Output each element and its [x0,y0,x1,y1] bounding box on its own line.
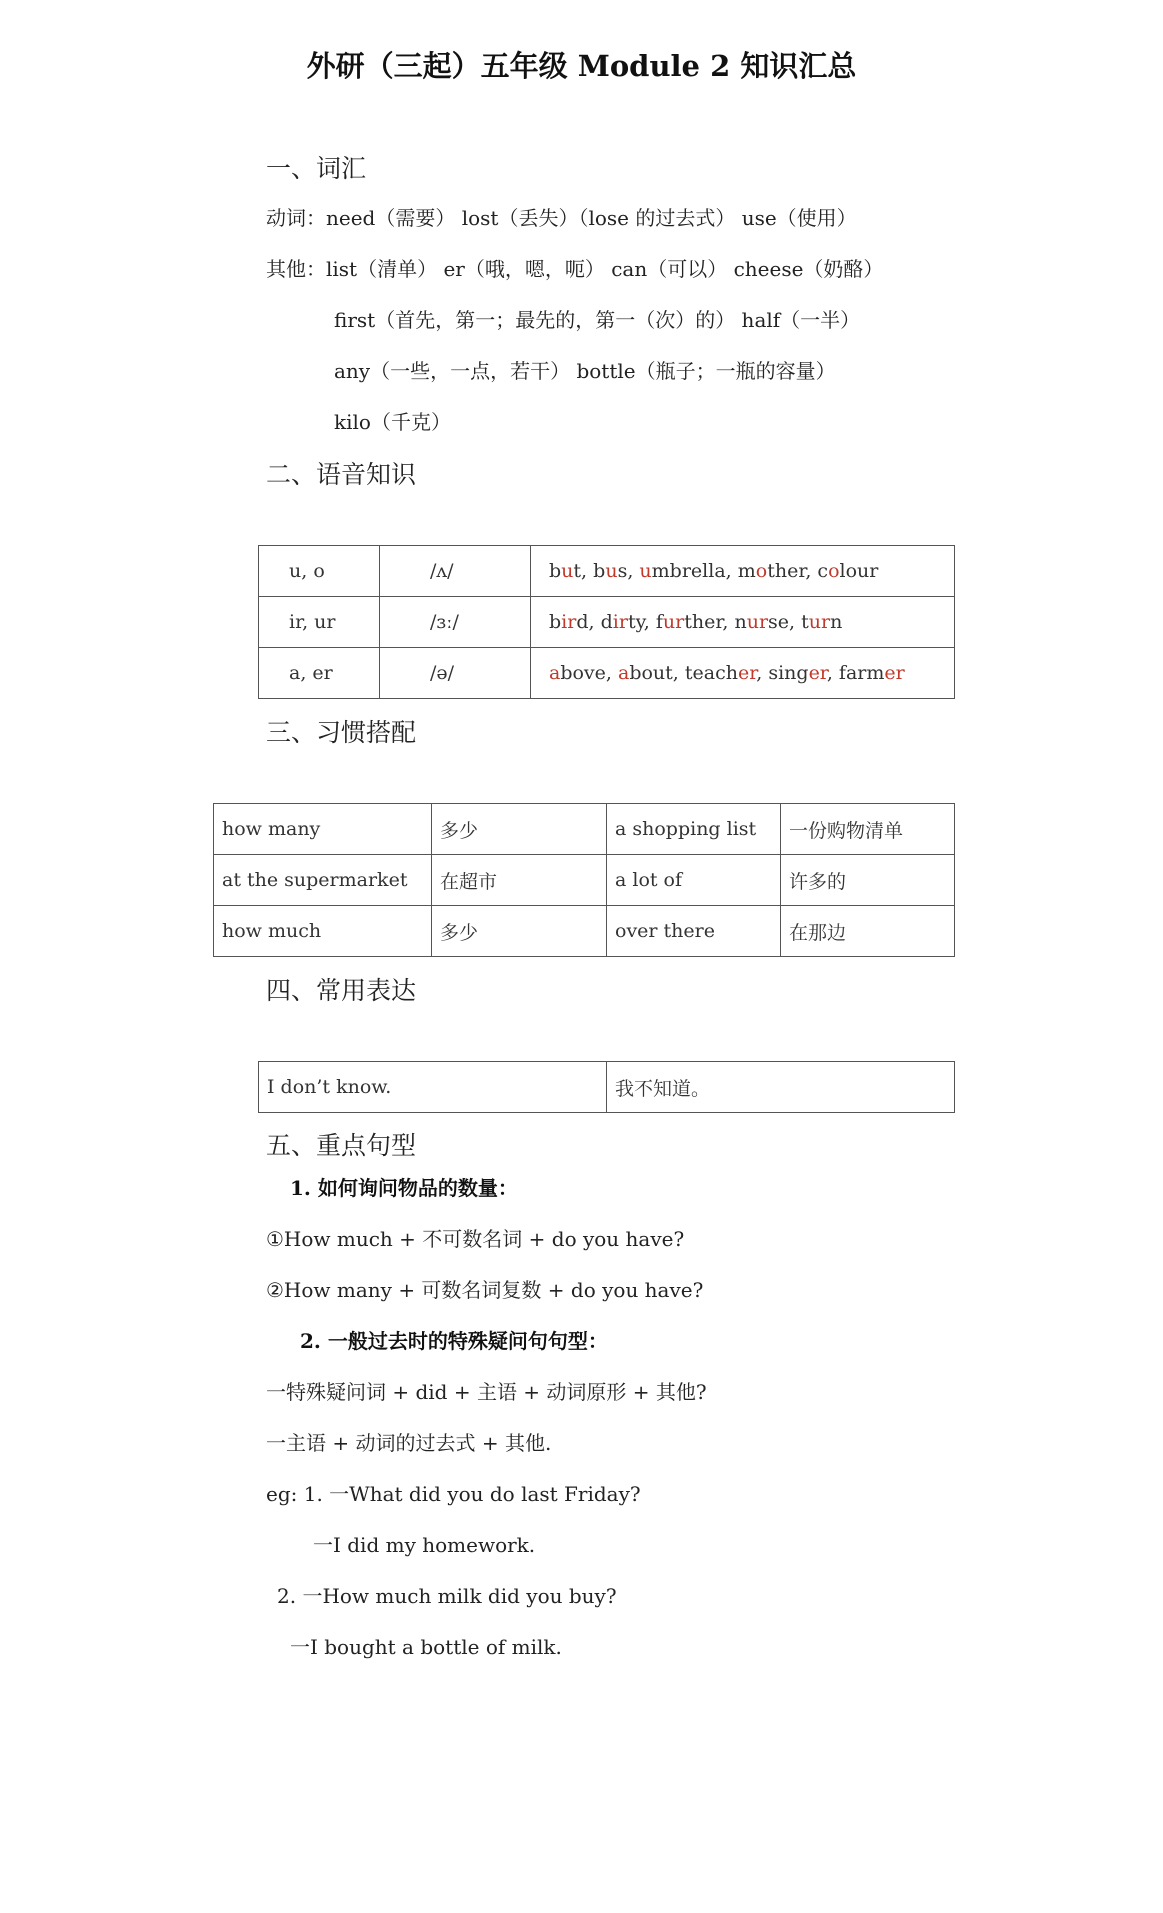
table-row [214,804,955,855]
expression-table [258,1061,955,1113]
section-heading-phrases: 三、习惯搭配 [266,718,417,747]
vocab-line: any（一些，一点，若干） bottle（瓶子；一瓶的容量） [334,359,836,383]
highlighted-letters: er [884,662,905,684]
word-part: bove, [560,662,618,684]
word-part: mbrella, [651,560,738,582]
word-part: t, [573,560,594,582]
word-part: t [801,611,809,633]
highlighted-letters: u [639,560,652,582]
table-row [214,855,955,906]
highlighted-letters: u [605,560,618,582]
highlighted-letters: a [618,662,630,684]
phrase-cell: 在超市 [432,855,607,906]
highlighted-letters: ur [746,611,769,633]
phonics-letters: a, er [259,648,380,699]
word-part: se, [768,611,802,633]
section-heading-patterns: 五、重点句型 [266,1131,417,1160]
highlighted-letters: er [808,662,827,684]
phonics-words [531,648,955,699]
phrase-cell: a shopping list [607,804,781,855]
table-row [259,597,955,648]
vocab-line: 其他：list（清单） er（哦，嗯，呃） can（可以） cheese（奶酪） [266,257,884,281]
word-part: ther, [684,611,735,633]
highlighted-letters: er [737,662,757,684]
phonics-table [258,545,955,699]
word-part: d, [576,611,601,633]
phrase-cell: at the supermarket [214,855,432,906]
table-row [259,1062,955,1113]
example-line: eg: 1. 一What did you do last Friday? [266,1482,641,1506]
word-part: b [549,560,562,582]
word-part: lour [839,560,879,582]
word-part: teach [684,662,738,684]
pattern-line: 一特殊疑问词 + did + 主语 + 动词原形 + 其他? [266,1380,707,1404]
phonics-letters: u, o [259,546,380,597]
phonics-symbol: /ʌ/ [380,546,531,597]
phrase-cell: 许多的 [781,855,955,906]
highlighted-letters: ur [808,611,831,633]
phrase-cell: how many [214,804,432,855]
highlighted-letters: o [828,560,840,582]
pattern-line: 一主语 + 动词的过去式 + 其他. [266,1431,552,1455]
word-part: n [734,611,747,633]
phonics-words [531,597,955,648]
highlighted-letters: u [561,560,574,582]
highlighted-letters: ir [561,611,577,633]
word-part: b [549,611,562,633]
phrase-cell: 在那边 [781,906,955,957]
word-part: , [756,662,769,684]
vocab-line: kilo（千克） [334,410,451,434]
phrase-cell: a lot of [607,855,781,906]
phonics-words [531,546,955,597]
word-part: , [826,662,839,684]
table-row [259,546,955,597]
word-part: b [593,560,606,582]
example-line: 一I did my homework. [313,1533,536,1557]
word-part: ther, [767,560,818,582]
pattern-line: ①How much + 不可数名词 + do you have? [266,1227,685,1251]
vocab-line: first（首先，第一；最先的，第一（次）的） half（一半） [334,308,861,332]
phrase-cell: over there [607,906,781,957]
word-part: c [817,560,829,582]
word-part: sing [768,662,809,684]
expression-zh: 我不知道。 [607,1062,955,1113]
section-heading-expressions: 四、常用表达 [266,976,417,1005]
section-heading-phonics: 二、语音知识 [266,460,417,489]
word-part: ty, [627,611,656,633]
word-part: farm [838,662,885,684]
table-row [259,648,955,699]
word-part: s, [617,560,640,582]
expression-en: I don’t know. [259,1062,607,1113]
highlighted-letters: o [755,560,768,582]
vocab-line: 动词：need（需要） lost（丢失）（lose 的过去式） use（使用） [266,206,857,230]
highlighted-letters: a [549,662,561,684]
pattern-line: ②How many + 可数名词复数 + do you have? [266,1278,704,1302]
word-part: m [737,560,756,582]
phrases-table [213,803,955,957]
section-heading-vocab: 一、词汇 [266,154,367,183]
word-part: d [600,611,613,633]
pattern2-title: 2. 一般过去时的特殊疑问句句型： [300,1329,608,1353]
word-part: f [655,611,663,633]
word-part: n [830,611,843,633]
table-row [214,906,955,957]
highlighted-letters: ir [612,611,628,633]
phonics-symbol: /ə/ [380,648,531,699]
phrase-cell: 一份购物清单 [781,804,955,855]
phrase-cell: 多少 [432,906,607,957]
page-title: 外研（三起）五年级 Module 2 知识汇总 [306,49,857,83]
phrase-cell: 多少 [432,804,607,855]
phrase-cell: how much [214,906,432,957]
highlighted-letters: ur [662,611,685,633]
pattern1-title: 1. 如何询问物品的数量： [290,1176,518,1200]
phonics-symbol: /ɜː/ [380,597,531,648]
example-line: 2. 一How much milk did you buy? [277,1584,617,1608]
word-part: bout, [629,662,685,684]
example-line: 一I bought a bottle of milk. [290,1635,562,1659]
phonics-letters: ir, ur [259,597,380,648]
